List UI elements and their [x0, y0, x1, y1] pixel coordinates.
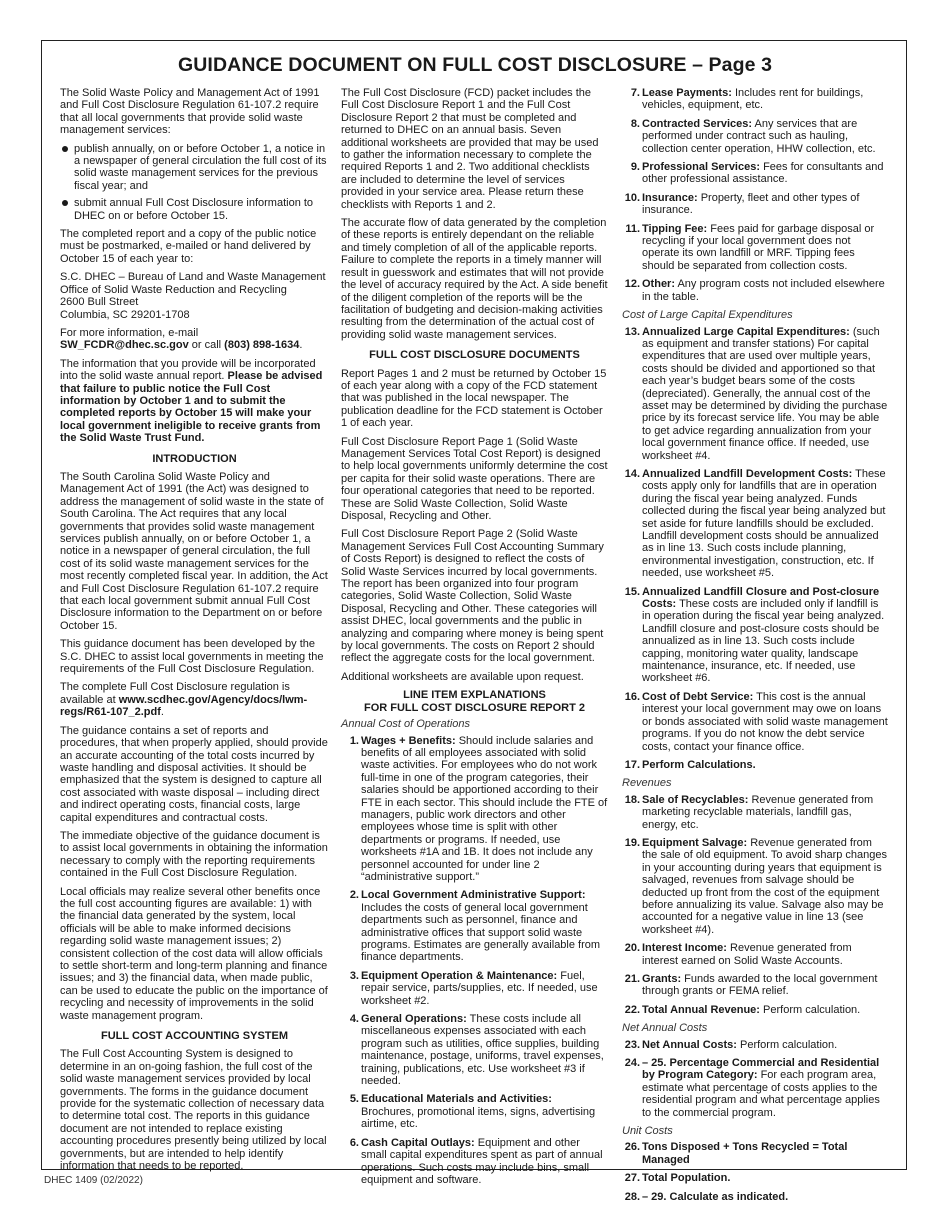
line-item-label: Lease Payments:	[642, 87, 732, 99]
line-item-label: Interest Income:	[642, 942, 727, 955]
line-item-number: 5.	[349, 1093, 359, 1106]
line-item-list	[622, 794, 890, 1017]
line-item-label: Cost of Debt Service:	[642, 690, 754, 703]
line-item	[622, 192, 890, 217]
contact-text: For more information, e-mail	[60, 326, 199, 339]
list-item: publish annually, on or before October 1, a notice in a newspaper of general circulation the full cost of its solid waste management services for the previous fiscal year; and	[60, 143, 329, 193]
mailing-address	[60, 271, 329, 321]
guidance-paragraph: The guidance contains a set of reports and procedures, that when properly applied, should provide an accurate accounting of the total costs incurred by waste handling and disposal activities. It should be emphasized that the system is designed to capture all cost associated with waste disposal – including direct and indirect operating costs, financial costs, large capital expenditures and contractual costs.	[60, 724, 328, 824]
line-item-heading-line: FOR FULL COST DISCLOSURE REPORT 2	[363, 701, 586, 714]
line-item-number: 7.	[630, 87, 640, 99]
line-item-text: This cost is the annual interest your local government may owe on loans or bonds associated with solid waste management programs. If you do not know the debt service costs, contact your finance office.	[642, 690, 888, 753]
page-title: GUIDANCE DOCUMENT ON FULL COST DISCLOSURE – Page 3	[177, 54, 773, 76]
line-item-number: 21.	[624, 973, 640, 985]
line-item	[622, 759, 890, 771]
line-item	[622, 118, 890, 155]
line-item-label: Tons Disposed + Tons Recycled = Total Managed	[642, 1141, 848, 1166]
line-item	[622, 973, 890, 998]
form-number: DHEC 1409 (02/2022)	[44, 1175, 143, 1186]
list-item: submit annual Full Cost Disclosure information to DHEC on or before October 15.	[60, 197, 329, 222]
documents-paragraph: Full Cost Disclosure Report Page 1 (Solid Waste Management Services Total Cost Report) is designed to help local governments uniformly determine the cost per capita for their solid waste operations. There are four operational categories that need to be reported. These are Solid Waste Collection, Solid Waste Disposal, Recycling and Other.	[341, 435, 608, 522]
line-item-list	[622, 87, 890, 303]
address-line: S.C. DHEC – Bureau of Land and Waste Management	[60, 271, 326, 284]
developed-paragraph: This guidance document has been developed by the S.C. DHEC to assist local governments in meeting the requirements of the Full Cost Disclosure Regulation.	[60, 638, 324, 676]
advisory-warning: Please be advised that failure to public notice the Full Cost information by October 1 and to submit the completed reports by October 15 will make your local government ineligible to receive grants from the Solid Waste Trust Fund.	[60, 370, 323, 445]
contact-phone: (803) 898-1634	[224, 339, 300, 352]
line-item-text: Perform calculation.	[736, 1038, 838, 1051]
line-item-label: Annualized Landfill Development Costs:	[642, 467, 853, 480]
line-item-label: Sale of Recyclables:	[642, 793, 749, 806]
documents-paragraph: Additional worksheets are available upon request.	[341, 670, 584, 683]
line-item-number: 4.	[349, 1013, 359, 1026]
address-line: 2600 Bull Street	[60, 296, 139, 309]
report-paragraph: The completed report and a copy of the public notice must be postmarked, e-mailed or hand delivered by October 15 of each year to:	[60, 228, 317, 265]
accurate-paragraph: The accurate flow of data generated by the completion of these reports is entirely dependant on the reliable and timely completion of all of the applicable reports. Failure to complete the reports in a timely manner will result in guesswork and estimates that will not provide the level of accuracy required by the Act. A side benefit of the diligent completion of the reports will be the facilitation of budgeting and decision-making activities resulting from the determination of the actual cost of providing solid waste management services.	[341, 217, 608, 341]
line-item	[622, 837, 890, 936]
line-item-number: 9.	[630, 161, 640, 174]
line-item-label: Total Annual Revenue:	[642, 1003, 760, 1016]
line-item-text: Fees paid for garbage disposal or recycling if your local government does not operate its own landfill or MRF. Tipping fees should be separated from collection costs.	[642, 222, 875, 272]
line-item-label: Net Annual Costs:	[642, 1038, 737, 1051]
benefits-paragraph: Local officials may realize several other benefits once the full cost accounting figures are available: 1) with the financial data generated by the system, local officials will be able to make informed decisions regarding solid waste management issues; 2) consistent collection of the cost data will allow officials to settle short-term and long-term planning and finance issues; and 3) the financial data, when made public, can be used to educate the public on the importance of recycling and necessity of improvements in the solid waste management program.	[60, 885, 328, 1022]
line-item-text: For each program area, estimate what percentage of costs applies to the residential program and what percentage applies to the commercial program.	[642, 1069, 880, 1119]
line-item-list	[622, 326, 890, 772]
line-item-number: 2.	[349, 889, 359, 902]
line-item	[622, 223, 890, 273]
line-item-text: Should include salaries and benefits of all employees associated with solid waste activities. For employees who do not work full-time in one of the program categories, their salaries should be apportioned according to their FTE in each sector. This should include the FTE of managers, public work directors and other employees whose time is split with other departments or programs. If needed, use worksheets #1A and 1B. It does not include any personnel accounted for under line 2 “administrative support.”	[361, 734, 608, 883]
documents-paragraph: Full Cost Disclosure Report Page 2 (Solid Waste Management Services Full Cost Accounting Summary of Costs Report) is designed to reflect the costs of Solid Waste Services incurred by local governments. The report has been organized into four program categories, Solid Waste Collection, Solid Waste Disposal, Recycling and Other. These categories will assist DHEC, local governments and the public in analyzing and comparing where money is being spent by local governments. The costs on Report 2 should reflect the aggregate costs for the local government.	[341, 528, 604, 665]
line-item-list	[622, 1039, 890, 1119]
line-item-label: Equipment Salvage:	[642, 836, 748, 849]
line-item-number: 11.	[625, 222, 640, 235]
net-annual-subheading: Net Annual Costs	[622, 1022, 708, 1035]
line-item-text: Revenue generated from the sale of old equipment. To avoid sharp changes in your accounting during years that equipment is salvaged, revenues from salvage should be deducted up front from the cost of the equipment before annualizing its value. Salvage also may be accounted for a negative value in line 13 (see worksheet #4).	[642, 836, 888, 936]
line-item-heading-line: LINE ITEM EXPLANATIONS	[403, 689, 546, 702]
line-item-text: These costs are included only if landfill is in operation during the fiscal year being analyzed. Landfill closure and post-closure costs should be annualized as in line 13. Such costs include capping, monitoring water quality, landscape maintenance, insurance, etc. If needed, use worksheet #6.	[642, 598, 885, 685]
line-item-text: Funds awarded to the local government through grants or FEMA relief.	[642, 973, 878, 998]
line-item	[341, 1093, 608, 1130]
line-item-label: Perform Calculations.	[642, 758, 756, 771]
contact-text: .	[299, 339, 303, 352]
line-item-text: Any program costs not included elsewhere in the table.	[642, 278, 885, 303]
line-item-text: Fees for consultants and other professional assistance.	[642, 161, 884, 186]
line-item-text: Equipment and other small capital expenditures spent as part of annual operations. Such costs may include bins, small equipment and software.	[361, 1136, 603, 1186]
regulation-link[interactable]: www.scdhec.gov/Agency/docs/lwm-regs/R61-107_2.pdf	[60, 693, 308, 719]
regulation-text: .	[160, 706, 164, 719]
line-item	[622, 1172, 890, 1184]
line-item-text: Perform calculation.	[759, 1003, 861, 1016]
line-item-label: Annualized Landfill Closure and Post-closure Costs:	[642, 585, 880, 611]
line-item-number: 27.	[624, 1172, 640, 1185]
line-item	[341, 970, 608, 1007]
line-item-text: These costs apply only for landfills that are in operation during the fiscal year being analyzed. Funds collected during the fiscal year being analyzed but set aside for future landfills should be excluded. Landfill development costs should be annualized as in line 13. Such costs include planning, environmental investigation, construction, etc. If needed, use worksheet #5.	[642, 467, 886, 580]
fcas-heading: FULL COST ACCOUNTING SYSTEM	[101, 1030, 288, 1043]
line-item-label: Grants:	[642, 973, 682, 985]
line-item-label: Cash Capital Outlays:	[361, 1136, 475, 1149]
address-line: Office of Solid Waste Reduction and Recycling	[60, 283, 287, 296]
line-item-text: Includes the costs of general local government departments such as personnel, finance and administrative offices that support solid waste programs. Estimates are generally available from finance departments.	[361, 901, 601, 964]
line-item	[622, 1057, 890, 1119]
line-item	[622, 794, 890, 831]
line-item-number: 24.	[624, 1057, 640, 1070]
introduction-heading: INTRODUCTION	[152, 452, 237, 465]
regulation-text: The complete Full Cost Disclosure regulation is available at	[60, 681, 290, 706]
documents-heading: FULL COST DISCLOSURE DOCUMENTS	[369, 349, 580, 362]
line-item	[341, 735, 608, 884]
line-item-text: These costs include all miscellaneous expenses associated with each program such as utilities, office supplies, building maintenance, postage, uniforms, travel expenses, training, publications, etc. Use worksheet #3 if needed.	[361, 1013, 604, 1088]
line-item	[341, 1137, 608, 1187]
line-item-text: Property, fleet and other types of insurance.	[642, 191, 860, 217]
line-item-text: (such as equipment and transfer stations) For capital expenditures that are used over multiple years, costs should be divided and apportioned so that each year’s budget bears some of the costs (depreciated). Generally, the annual cost of the asset may be determined by dividing the purchase price by its forecast service life. You may be able to get advice regarding annualization from your local government finance office. If needed, use worksheet #4.	[642, 325, 888, 462]
line-item-label: Wages + Benefits:	[361, 734, 456, 747]
introduction-body: The South Carolina Solid Waste Policy and Management Act of 1991 (the Act) was designed to address the management of solid waste in the state of South Carolina. The Act requires that any local governments that provides solid waste management services publish annually, on or before October 1, a notice in a newspaper of general circulation, the full cost of its solid waste management services for the most recently completed fiscal year. In addition, the Act and Full Cost Disclosure Regulation 61-107.2 require that each local government submit annual Full Cost Disclosure information to the Department on or before October 15.	[60, 470, 328, 632]
line-item-text: Any services that are performed under contract such as hauling, collection center operation, HHW collection, etc.	[642, 117, 876, 155]
revenues-subheading: Revenues	[622, 777, 672, 790]
regulation-paragraph	[60, 681, 329, 718]
line-item-text: Fuel, repair service, parts/supplies, etc. If needed, use worksheet #2.	[361, 969, 598, 1007]
line-item-number: 22.	[624, 1003, 640, 1016]
documents-paragraph: Report Pages 1 and 2 must be returned by October 15 of each year along with a copy of the FCD statement that was published in the local newspaper. The publication deadline for the FCD statement is October 1 of each year.	[341, 367, 607, 430]
column-middle	[341, 87, 608, 1192]
line-item-text: Includes rent for buildings, vehicles, equipment, etc.	[642, 87, 864, 112]
line-item-number: 16.	[624, 690, 640, 703]
fcas-body: The Full Cost Accounting System is designed to determine in an on-going fashion, the full cost of the solid waste management services provided by local governments. The forms in the guidance document provide for the systematic collection of necessary data to determine total cost. The reports in this guidance document are not intended to replace existing accounting procedures presently being utilized by local governments, but are intended to help identify information that needs to be reported.	[60, 1048, 327, 1173]
requirements-list	[60, 143, 329, 222]
line-item-label: Tipping Fee:	[642, 222, 708, 235]
column-right	[622, 87, 890, 1209]
line-item	[622, 586, 890, 685]
line-item-number: 15.	[624, 585, 640, 598]
line-item	[622, 468, 890, 580]
line-item-text: Revenue generated from marketing recyclable materials, landfill gas, energy, etc.	[642, 793, 874, 831]
line-item	[622, 161, 890, 186]
line-item	[622, 1191, 890, 1203]
line-item-number: 3.	[349, 969, 359, 982]
line-item-label: Equipment Operation & Maintenance:	[361, 969, 558, 982]
line-item-label: – 25. Percentage Commercial and Residential by Program Category:	[642, 1057, 880, 1082]
line-item-label: Total Population.	[642, 1172, 731, 1185]
line-item-number: 23.	[624, 1038, 640, 1051]
line-item-label: Contracted Services:	[642, 117, 753, 130]
contact-email-link[interactable]: SW_FCDR@dhec.sc.gov	[60, 339, 189, 352]
line-item-number: 14.	[624, 467, 640, 480]
advisory-text: The information that you provide will be incorporated into the solid waste annual report.	[60, 357, 316, 383]
line-item	[622, 1004, 890, 1016]
line-item	[622, 1141, 890, 1166]
line-item-label: Educational Materials and Activities:	[361, 1093, 552, 1106]
line-item	[341, 1013, 608, 1087]
line-item-label: – 29. Calculate as indicated.	[642, 1190, 789, 1203]
line-item-label: Other:	[642, 278, 675, 291]
line-item-number: 10.	[624, 191, 640, 204]
line-item-heading	[341, 689, 608, 714]
line-item-number: 17.	[624, 758, 640, 771]
line-item-number: 18.	[624, 793, 640, 806]
line-item-label: Annualized Large Capital Expenditures:	[642, 325, 850, 338]
line-item-label: General Operations:	[361, 1013, 467, 1026]
line-item-number: 26.	[624, 1141, 640, 1154]
line-item-number: 28.	[624, 1190, 640, 1203]
line-item	[622, 1039, 890, 1051]
line-item-number: 19.	[624, 836, 640, 849]
line-item-number: 20.	[624, 942, 640, 955]
line-item-number: 8.	[630, 117, 640, 130]
line-item	[341, 889, 608, 963]
line-item-list	[341, 735, 608, 1187]
line-item-label: Local Government Administrative Support:	[361, 889, 586, 902]
contact-text: or call	[188, 339, 225, 352]
line-item	[622, 87, 890, 112]
line-item	[622, 278, 890, 303]
line-item-label: Insurance:	[642, 191, 698, 204]
fcd-paragraph: The Full Cost Disclosure (FCD) packet includes the Full Cost Disclosure Report 1 and the Full Cost Disclosure Report 2 that must be completed and returned to DHEC on an annual basis. Seven additional worksheets are provided that may be used to gather the information necessary to complete the required Reports 1 and 2. Two additional checklists are included to determine the level of services provided in your service area. Please return these checklists with Reports 1 and 2.	[341, 87, 599, 211]
unit-costs-subheading: Unit Costs	[622, 1125, 673, 1138]
line-item-label: Professional Services:	[642, 161, 761, 174]
intro-paragraph: The Solid Waste Policy and Management Act of 1991 and Full Cost Disclosure Regulation 61-107.2 require that all local governments that provide solid waste management services:	[60, 87, 320, 137]
line-item-list	[622, 1141, 890, 1203]
line-item-number: 12.	[624, 278, 640, 291]
line-item-number: 6.	[349, 1136, 359, 1149]
line-item	[622, 326, 890, 462]
line-item	[622, 691, 890, 753]
advisory-paragraph	[60, 358, 329, 445]
line-item-number: 1.	[349, 734, 359, 747]
annual-cost-subheading: Annual Cost of Operations	[341, 718, 471, 731]
objective-paragraph: The immediate objective of the guidance document is to assist local governments in obtaining the information necessary to comply with the reporting requirements contained in the Full Cost Disclosure Regulation.	[60, 829, 328, 880]
contact-paragraph	[60, 327, 329, 352]
line-item	[622, 942, 890, 967]
line-item-number: 13.	[624, 325, 640, 338]
address-line: Columbia, SC 29201-1708	[60, 308, 190, 321]
line-item-text: Revenue generated from interest earned on Solid Waste Accounts.	[642, 942, 852, 967]
large-capital-subheading: Cost of Large Capital Expenditures	[622, 309, 793, 322]
line-item-text: Brochures, promotional items, signs, advertising airtime, etc.	[361, 1105, 596, 1131]
column-left	[60, 87, 329, 1179]
